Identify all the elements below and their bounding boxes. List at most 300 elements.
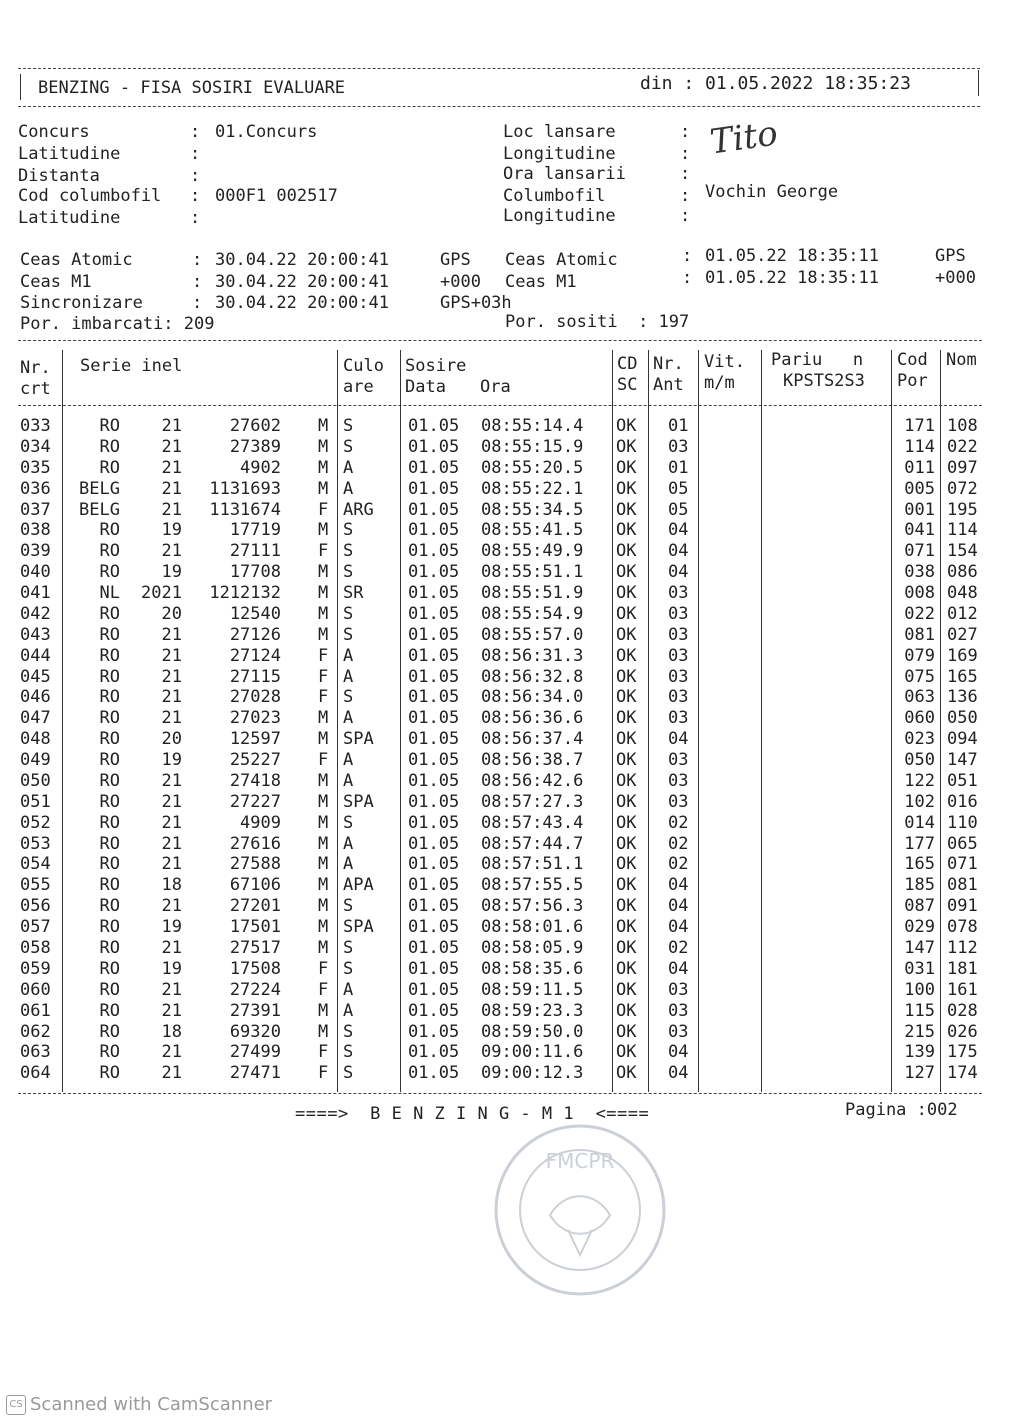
cell-tara: RO [99,708,120,729]
cell-ora: 08:56:31.3 [481,645,584,666]
info-right-label: Ora lansarii [503,164,626,184]
cell-cod: 008 [904,583,935,604]
cell-cod: 031 [904,958,935,979]
cell-cd: OK [616,1021,637,1042]
cell-tara: RO [99,750,120,771]
cell-nr: 058 [20,938,51,958]
cell-an: 21 [161,499,182,520]
cell-nom: 136 [947,687,978,708]
info-colon: : [190,186,201,206]
cell-inel: 27126 [229,624,281,645]
cell-inel: 27389 [229,436,281,457]
cell-an: 19 [161,917,182,938]
cell-data: 01.05 [408,583,460,604]
embarked-label: Por. imbarcati: 209 [20,314,215,334]
clock-colon: : [192,293,203,313]
cell-inel: 27391 [229,1000,281,1021]
cell-inel: 4902 [240,457,281,478]
cell-tara: RO [99,436,120,457]
cell-cod: 041 [904,520,935,541]
cell-an: 21 [161,541,182,562]
cell-data: 01.05 [408,478,460,499]
cell-cul: A [343,457,354,478]
cell-tara: RO [99,770,120,791]
cell-tara: RO [99,687,120,708]
cell-ora: 08:56:37.4 [481,729,584,750]
cell-cul: S [343,938,354,958]
cell-cod: 115 [904,1000,935,1021]
cell-ant: 02 [668,854,689,875]
info-right-label: Loc lansare [503,122,616,142]
table-bottom-rule [18,1093,982,1094]
cell-sex: M [318,791,329,812]
cell-ora: 08:55:57.0 [481,624,584,645]
header-left-bar [20,74,21,100]
cell-inel: 27471 [229,1063,281,1084]
cell-an: 18 [161,1021,182,1042]
cell-cd: OK [616,875,637,896]
cell-nr: 037 [20,499,51,520]
table-row [0,520,1024,541]
cell-an: 21 [161,645,182,666]
cell-cd: OK [616,770,637,791]
col-culo-h2: are [343,377,374,397]
cell-ora: 08:56:42.6 [481,770,584,791]
cell-tara: RO [99,729,120,750]
cell-ant: 04 [668,541,689,562]
cell-inel: 27227 [229,791,281,812]
cell-inel: 27616 [229,833,281,854]
cell-sex: M [318,917,329,938]
table-row [0,458,1024,479]
table-header-rule [18,405,982,406]
cell-data: 01.05 [408,541,460,562]
table-row [0,416,1024,437]
table-row [0,792,1024,813]
cell-ora: 08:55:41.5 [481,520,584,541]
info-colon: : [190,208,201,228]
cell-ant: 04 [668,1063,689,1084]
cell-nr: 036 [20,478,51,499]
cell-cd: OK [616,896,637,917]
report-date: din : 01.05.2022 18:35:23 [640,73,911,94]
cell-sex: M [318,583,329,604]
header-right-bar [978,70,979,96]
cell-ora: 08:55:51.9 [481,583,584,604]
cell-cul: S [343,416,354,436]
cell-cul: SPA [343,729,374,750]
cell-ant: 04 [668,958,689,979]
cell-nr: 053 [20,833,51,854]
cell-nom: 091 [947,896,978,917]
col-ant-h1: Nr. [653,354,684,374]
cell-cul: A [343,1000,354,1021]
table-row [0,1001,1024,1022]
cell-cod: 102 [904,791,935,812]
camscanner-text: Scanned with CamScanner [30,1394,273,1415]
info-colon: : [680,186,691,206]
cell-nr: 049 [20,750,51,771]
cell-sex: M [318,520,329,541]
cell-ora: 08:57:44.7 [481,833,584,854]
clock-label: Ceas Atomic [20,250,133,270]
cell-cul: A [343,979,354,1000]
cell-cod: 147 [904,938,935,958]
cell-tara: RO [99,791,120,812]
info-left-label: Latitudine [18,208,121,228]
cell-nr: 052 [20,812,51,833]
cell-ora: 08:57:55.5 [481,875,584,896]
cell-tara: RO [99,1000,120,1021]
cell-ant: 03 [668,708,689,729]
cell-cul: S [343,1063,354,1084]
cell-cul: A [343,645,354,666]
cell-cul: A [343,478,354,499]
cell-tara: RO [99,1063,120,1084]
col-vit-h1: Vit. [704,352,745,372]
cell-an: 20 [161,729,182,750]
cell-data: 01.05 [408,708,460,729]
cell-an: 19 [161,958,182,979]
cell-cul: APA [343,875,374,896]
cell-ora: 08:55:34.5 [481,499,584,520]
clock-label: Sincronizare [20,293,143,313]
arrived-label: Por. sositi : 197 [505,312,690,332]
cell-cd: OK [616,666,637,687]
cell-an: 21 [161,1042,182,1063]
cell-sex: M [318,416,329,436]
cell-ora: 08:59:11.5 [481,979,584,1000]
cell-data: 01.05 [408,729,460,750]
clock-right-label: Ceas Atomic [505,250,618,270]
cell-cd: OK [616,958,637,979]
cell-cul: SPA [343,917,374,938]
cell-sex: M [318,896,329,917]
cell-cod: 011 [904,457,935,478]
cell-inel: 1212132 [209,583,281,604]
cell-ora: 08:55:14.4 [481,416,584,436]
cell-cul: S [343,958,354,979]
info-left-value: 01.Concurs [215,122,318,142]
cell-nr: 055 [20,875,51,896]
cell-ora: 09:00:12.3 [481,1063,584,1084]
cell-ant: 04 [668,729,689,750]
clock-right-label: Ceas M1 [505,272,577,292]
cell-tara: RO [99,958,120,979]
table-row [0,625,1024,646]
info-left-label: Cod columbofil [18,186,162,206]
table-row [0,604,1024,625]
cell-ant: 03 [668,750,689,771]
cell-ora: 08:55:15.9 [481,436,584,457]
cell-cod: 165 [904,854,935,875]
cell-an: 21 [161,1063,182,1084]
cell-nom: 169 [947,645,978,666]
cell-cul: S [343,541,354,562]
cell-nr: 035 [20,457,51,478]
table-row [0,729,1024,750]
cell-sex: F [318,979,329,1000]
cell-data: 01.05 [408,917,460,938]
cell-tara: RO [99,562,120,583]
info-right-label: Longitudine [503,144,616,164]
cell-ant: 03 [668,624,689,645]
col-ora-header: Ora [480,377,511,397]
table-row [0,1022,1024,1043]
cell-nr: 063 [20,1042,51,1063]
cell-ora: 08:56:38.7 [481,750,584,771]
cell-ant: 03 [668,436,689,457]
cell-cod: 215 [904,1021,935,1042]
col-serie-header: Serie inel [80,356,183,376]
info-right-label: Longitudine [503,206,616,226]
info-left-label: Latitudine [18,144,121,164]
cell-tara: RO [99,603,120,624]
cell-cod: 038 [904,562,935,583]
table-row [0,667,1024,688]
cell-cod: 139 [904,1042,935,1063]
table-row [0,854,1024,875]
cell-data: 01.05 [408,854,460,875]
cell-cod: 063 [904,687,935,708]
cell-cod: 122 [904,770,935,791]
table-row [0,500,1024,521]
cell-nr: 062 [20,1021,51,1042]
cell-tara: RO [99,1021,120,1042]
cell-ora: 08:57:27.3 [481,791,584,812]
cell-nom: 086 [947,562,978,583]
info-left-value: 000F1 002517 [215,186,338,206]
cell-cd: OK [616,478,637,499]
cell-nr: 046 [20,687,51,708]
cell-sex: M [318,457,329,478]
cell-cd: OK [616,1063,637,1084]
cell-nom: 048 [947,583,978,604]
footer-banner: ====> B E N Z I N G - M 1 <==== [295,1104,650,1124]
cell-ant: 03 [668,1021,689,1042]
cell-cod: 022 [904,603,935,624]
cell-nr: 054 [20,854,51,875]
cell-nr: 056 [20,896,51,917]
cell-data: 01.05 [408,1063,460,1084]
arrived-count: 197 [658,312,690,332]
cell-sex: M [318,478,329,499]
cell-data: 01.05 [408,958,460,979]
cell-nom: 065 [947,833,978,854]
cell-nr: 040 [20,562,51,583]
cell-cod: 075 [904,666,935,687]
cell-ant: 03 [668,687,689,708]
cell-nom: 071 [947,854,978,875]
cell-cul: S [343,1042,354,1063]
cell-cd: OK [616,938,637,958]
cell-sex: M [318,1021,329,1042]
club-stamp-seal [490,1120,670,1300]
cell-sex: M [318,624,329,645]
cell-data: 01.05 [408,833,460,854]
cell-data: 01.05 [408,666,460,687]
info-colon: : [190,166,201,186]
cell-cd: OK [616,583,637,604]
table-row [0,583,1024,604]
cell-data: 01.05 [408,770,460,791]
clock-colon: : [682,268,693,288]
table-row [0,959,1024,980]
cell-ant: 05 [668,478,689,499]
cell-sex: F [318,687,329,708]
cell-tara: RO [99,457,120,478]
cell-inel: 27124 [229,645,281,666]
table-row [0,437,1024,458]
cell-sex: F [318,499,329,520]
cell-an: 21 [161,833,182,854]
cell-nr: 034 [20,436,51,457]
cell-sex: F [318,541,329,562]
cell-ora: 08:55:20.5 [481,457,584,478]
cell-data: 01.05 [408,938,460,958]
info-colon: : [680,144,691,164]
cell-nom: 012 [947,603,978,624]
svg-text:FMCPR: FMCPR [545,1149,615,1173]
cell-an: 21 [161,666,182,687]
cell-an: 21 [161,896,182,917]
cell-inel: 27111 [229,541,281,562]
cell-inel: 27028 [229,687,281,708]
cell-inel: 27602 [229,416,281,436]
cell-inel: 27115 [229,666,281,687]
cell-cd: OK [616,791,637,812]
cell-inel: 4909 [240,812,281,833]
cell-sex: M [318,938,329,958]
cell-cod: 071 [904,541,935,562]
table-row [0,834,1024,855]
cell-tara: RO [99,666,120,687]
cell-data: 01.05 [408,520,460,541]
cell-nom: 097 [947,457,978,478]
table-row [0,479,1024,500]
col-cd-h2: SC [617,375,638,395]
page-number: Pagina :002 [845,1100,958,1120]
cell-data: 01.05 [408,645,460,666]
cell-ora: 08:56:36.6 [481,708,584,729]
cell-cul: ARG [343,499,374,520]
col-culo-h1: Culo [343,356,384,376]
cell-ant: 04 [668,917,689,938]
cell-cod: 023 [904,729,935,750]
cell-nom: 114 [947,520,978,541]
cell-sex: M [318,854,329,875]
cell-cul: S [343,896,354,917]
cell-tara: BELG [79,499,120,520]
cell-cd: OK [616,457,637,478]
cell-sex: M [318,770,329,791]
cell-nom: 051 [947,770,978,791]
cell-inel: 25227 [229,750,281,771]
cell-nr: 059 [20,958,51,979]
table-row [0,541,1024,562]
cell-cd: OK [616,833,637,854]
cell-an: 21 [161,979,182,1000]
cell-tara: RO [99,917,120,938]
cell-an: 21 [161,624,182,645]
cell-nom: 175 [947,1042,978,1063]
cell-nom: 181 [947,958,978,979]
cell-inel: 27588 [229,854,281,875]
clock-colon: : [192,272,203,292]
col-sosire-header: Sosire [405,356,467,376]
cell-sex: F [318,750,329,771]
col-nr-h1: Nr. [20,358,51,378]
report-title: BENZING - FISA SOSIRI EVALUARE [38,78,346,98]
cell-data: 01.05 [408,562,460,583]
cell-cd: OK [616,645,637,666]
cell-ant: 03 [668,979,689,1000]
cell-sex: M [318,436,329,457]
cell-an: 21 [161,478,182,499]
cell-cul: S [343,812,354,833]
clock-right-extra: +000 [935,268,976,288]
cell-nom: 022 [947,436,978,457]
cell-nr: 050 [20,770,51,791]
cell-data: 01.05 [408,624,460,645]
cell-nr: 045 [20,666,51,687]
cell-tara: RO [99,854,120,875]
cell-sex: M [318,812,329,833]
cell-inel: 1131693 [209,478,281,499]
cell-inel: 17719 [229,520,281,541]
cell-inel: 12540 [229,603,281,624]
cell-data: 01.05 [408,750,460,771]
clock-value: 30.04.22 20:00:41 [215,272,389,292]
cell-ant: 03 [668,1000,689,1021]
cell-inel: 27499 [229,1042,281,1063]
cell-tara: RO [99,979,120,1000]
cell-ora: 08:58:35.6 [481,958,584,979]
info-colon: : [190,144,201,164]
cell-tara: BELG [79,478,120,499]
cell-cd: OK [616,750,637,771]
cell-cul: A [343,770,354,791]
clock-right-value: 01.05.22 18:35:11 [705,268,879,288]
table-row [0,938,1024,959]
cell-cul: S [343,562,354,583]
cell-tara: RO [99,875,120,896]
cell-cd: OK [616,436,637,457]
info-colon: : [680,164,691,184]
cell-nr: 041 [20,583,51,604]
cell-cd: OK [616,979,637,1000]
cell-tara: RO [99,541,120,562]
cell-nom: 112 [947,938,978,958]
cell-inel: 27023 [229,708,281,729]
cell-ant: 04 [668,875,689,896]
col-cod-h1: Cod [897,350,928,370]
clock-value: 30.04.22 20:00:41 [215,250,389,270]
cell-cd: OK [616,541,637,562]
cell-cul: S [343,436,354,457]
table-top-rule [18,340,982,341]
camscanner-icon: CS [6,1395,26,1415]
col-ant-h2: Ant [653,375,684,395]
cell-sex: F [318,1042,329,1063]
cell-an: 21 [161,854,182,875]
clock-extra: +000 [440,272,481,292]
col-pariu-h1: Pariu n [771,350,864,370]
cell-nom: 165 [947,666,978,687]
cell-data: 01.05 [408,499,460,520]
cell-data: 01.05 [408,436,460,457]
cell-cd: OK [616,854,637,875]
